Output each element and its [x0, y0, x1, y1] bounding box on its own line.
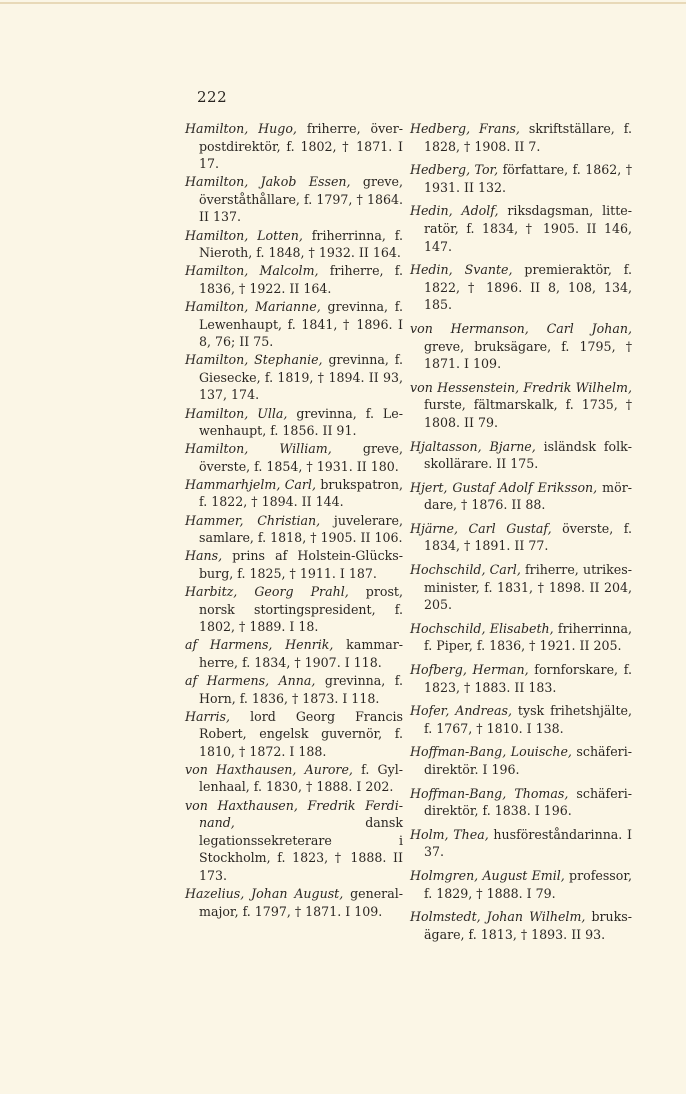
entry-details: f. Gyllenhaal, f. 1830, † 1888. I 202. [199, 761, 403, 795]
entry-name: Hans, [185, 548, 223, 564]
entry-details: isländsk folkskollärare. II 175. [424, 438, 633, 472]
entry-details: riksdagsman, litteratör, f. 1834, † 1905. II 146, 147. [424, 203, 632, 254]
index-entry [410, 379, 632, 432]
index-entry [185, 797, 403, 885]
entry-name: Hamilton, Hugo, [185, 121, 297, 136]
entry-details: juvelerare, samlare, f. 1818, † 1905. II 106. [199, 512, 403, 546]
index-entry [410, 620, 632, 655]
entry-name: Hamilton, Stephanie, [185, 352, 323, 368]
entry-name: Hofer, Andreas, [410, 703, 512, 719]
entry-name: Hammarhjelm, Carl, [185, 476, 316, 492]
entry-details: bruksägare, f. 1813, † 1893. II 93. [424, 909, 632, 942]
index-entry [410, 479, 632, 514]
entry-name: Hoffman-Bang, Thomas, [410, 785, 569, 801]
index-entry [410, 120, 632, 155]
entry-details: mördare, † 1876. II 88. [424, 479, 632, 513]
entry-details: skriftställare, f. 1828, † 1908. II 7. [424, 121, 632, 154]
entry-details: greve, bruksägare, f. 1795, † 1871. I 109. [424, 338, 632, 372]
entry-name: von Hessenstein, Fredrik Wilhelm, [410, 379, 632, 395]
index-entry [410, 261, 632, 314]
index-entry [185, 120, 403, 173]
index-entry [185, 440, 403, 475]
entry-details: schäferidirektör, f. 1838. I 196. [424, 785, 632, 819]
entry-details: prost, norsk stortingspresident, f. 1802, † 1889. I 18. [199, 583, 403, 635]
entry-name: von Hermanson, Carl Johan, [410, 320, 632, 336]
entry-name: Hochschild, Carl, [410, 562, 521, 578]
entry-details: kammarherre, f. 1834, † 1907. I 118. [199, 637, 404, 670]
index-entry [410, 908, 632, 943]
index-entry [185, 708, 403, 761]
index-entry [410, 161, 632, 196]
entry-name: Holmstedt, Johan Wilhelm, [410, 909, 586, 925]
entry-details: friherre, f. 1836, † 1922. II 164. [199, 263, 403, 296]
index-entry [185, 885, 403, 920]
entry-details: generalmajor, f. 1797, † 1871. I 109. [199, 886, 404, 919]
index-entry [185, 476, 403, 511]
entry-name: Hammer, Christian, [185, 512, 321, 528]
page-edge [0, 2, 686, 4]
entry-name: Hamilton, Ulla, [185, 405, 288, 421]
index-entry [410, 785, 632, 820]
entry-name: Holmgren, August Emil, [410, 867, 565, 883]
entry-details: dansk legationssekreterare i Stockholm, f. 1823, † 1888. II 173. [199, 815, 403, 883]
entry-details: fornforskare, f. 1823, † 1883. II 183. [424, 662, 632, 695]
entry-details: överste, f. 1834, † 1891. II 77. [424, 520, 632, 554]
entry-name: von Haxthausen, Aurore, [185, 761, 353, 777]
entry-name: Hedin, Adolf, [410, 203, 499, 219]
index-entry [410, 743, 632, 778]
entry-details: brukspatron, f. 1822, † 1894. II 144. [199, 476, 403, 510]
index-entry [410, 320, 632, 373]
index-entry [185, 262, 403, 297]
entry-name: af Harmens, Henrik, [185, 637, 334, 653]
index-entry [410, 202, 632, 255]
index-entry [185, 351, 403, 404]
index-entry [185, 761, 403, 796]
index-entry [185, 547, 403, 582]
entry-details: författare, f. 1862, † 1931. II 132. [424, 162, 632, 195]
entry-name: Hjert, Gustaf Adolf Eriksson, [410, 479, 598, 495]
entry-name: Holm, Thea, [410, 826, 489, 842]
entry-details: tysk frihetshjälte, f. 1767, † 1810. I 138. [424, 703, 632, 736]
entry-details: grevinna, f. Lewenhaupt, f. 1856. II 91. [199, 405, 403, 439]
entry-details: grevinna, f. Giesecke, f. 1819, † 1894. II 93, 137, 174. [199, 352, 403, 403]
index-entry [410, 561, 632, 614]
entry-name: Harris, [185, 708, 231, 724]
page-number: 222 [197, 88, 228, 106]
index-entry [185, 512, 403, 547]
entry-details: furste, fältmarskalk, f. 1735, † 1808. II 79. [424, 397, 632, 430]
entry-details: husföreståndarinna. I 37. [424, 826, 632, 860]
entry-name: Hamilton, Marianne, [185, 298, 321, 314]
entry-details: friherre, utrikesminister, f. 1831, † 1898. II 204, 205. [424, 562, 632, 613]
entry-details: friherrinna, f. Nieroth, f. 1848, † 1932. II 164. [199, 227, 403, 261]
entry-name: Hamilton, Jakob Essen, [185, 174, 351, 190]
index-column-left [185, 120, 403, 921]
entry-details: greve, överste, f. 1854, † 1931. II 180. [199, 441, 403, 474]
entry-name: af Harmens, Anna, [185, 672, 316, 688]
entry-details: friherre, överpostdirektör, f. 1802, † 1871. I 17. [199, 121, 403, 172]
index-entry [185, 672, 403, 707]
index-entry [410, 702, 632, 737]
entry-details: prins af Holstein-Glücksburg, f. 1825, † 1911. I 187. [199, 548, 403, 581]
entry-name: Hamilton, Lotten, [185, 227, 303, 243]
entry-name: Hedin, Svante, [410, 262, 513, 278]
entry-details: greve, överståthållare, f. 1797, † 1864. II 137. [199, 174, 403, 225]
entry-name: Hoffman-Bang, Louische, [410, 744, 572, 760]
entry-details: premieraktör, f. 1822, † 1896. II 8, 108, 134, 185. [424, 262, 632, 313]
entry-name: Hazelius, Johan August, [185, 886, 344, 902]
entry-details: grevinna, f. Lewenhaupt, f. 1841, † 1896. I 8, 76; II 75. [199, 298, 403, 350]
entry-details: grevinna, f. Horn, f. 1836, † 1873. I 118. [199, 672, 403, 706]
index-entry [185, 173, 403, 226]
entry-name: Harbitz, Georg Prahl, [185, 583, 349, 599]
index-entry [410, 661, 632, 696]
entry-details: schäferidirektör. I 196. [424, 744, 632, 777]
entry-name: Hedberg, Tor, [410, 162, 499, 178]
index-entry [410, 520, 632, 555]
entry-name: Hamilton, William, [185, 441, 332, 457]
index-entry [410, 867, 632, 902]
index-entry [185, 298, 403, 351]
index-column-right [410, 120, 632, 949]
entry-name: Hofberg, Herman, [410, 662, 529, 678]
index-entry [185, 227, 403, 262]
entry-name: Hjaltasson, Bjarne, [410, 438, 536, 454]
entry-details: lord Georg Francis Robert, engelsk guvernör, f. 1810, † 1872. I 188. [199, 708, 403, 759]
entry-details: friherrinna, f. Piper, f. 1836, † 1921. II 205. [424, 620, 632, 654]
entry-details: professor, f. 1829, † 1888. I 79. [424, 867, 632, 901]
entry-name: Hedberg, Frans, [410, 121, 520, 136]
entry-name: von Haxthausen, Fredrik Ferdinand, [185, 797, 403, 831]
entry-name: Hamilton, Malcolm, [185, 263, 319, 279]
index-entry [185, 636, 403, 671]
index-entry [185, 583, 403, 636]
index-entry [185, 405, 403, 440]
entry-name: Hochschild, Elisabeth, [410, 620, 554, 636]
index-entry [410, 826, 632, 861]
entry-name: Hjärne, Carl Gustaf, [410, 520, 552, 536]
index-entry [410, 438, 632, 473]
